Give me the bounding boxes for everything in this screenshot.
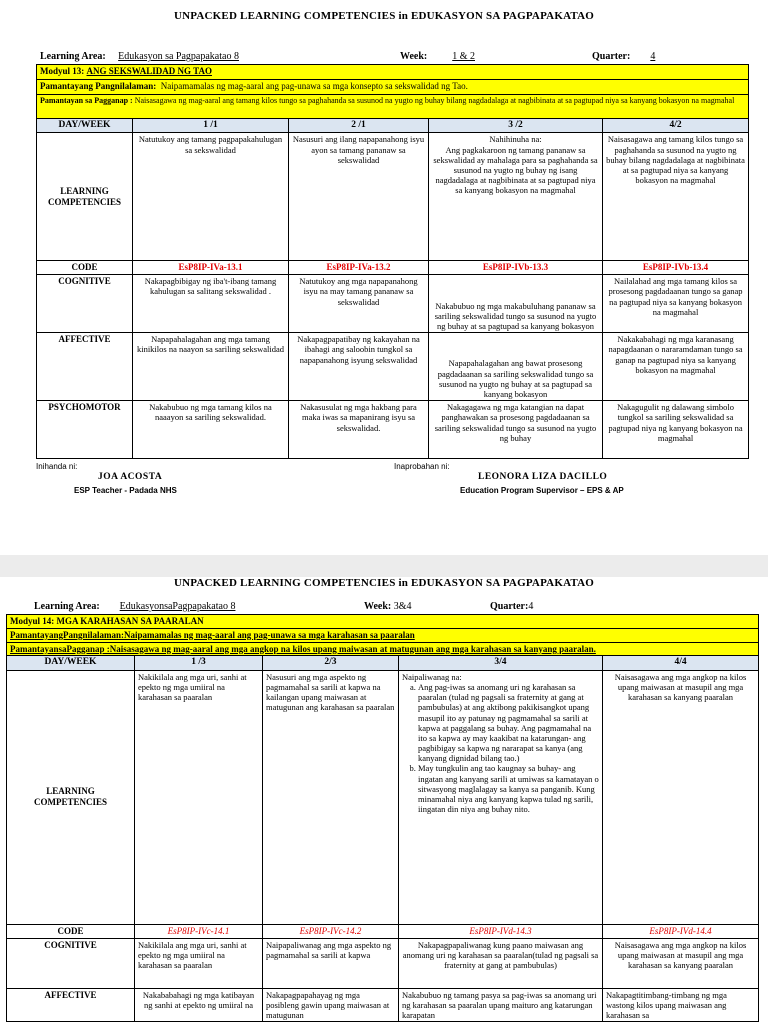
performance-standard-row: Pamantayan sa Pagganap : Naisasagawa ng mag-aaral ang tamang kilos tungo sa paghahanda sa susunod na yugto ng buhay bilang nagdadalaga at nagbibinata at sa pagtupad niya sa kanyang bokasyon na magmahal xyxy=(37,95,749,119)
header-row: DAY/WEEK 1 /1 2 /1 3 /2 4/2 xyxy=(37,119,749,133)
week-info-2: Week: 3&4 xyxy=(364,601,412,612)
affective-row-2: AFFECTIVE Nakababahagi ng mga katibayan ng sanhi at epekto ng umiiral na Nakapagpapahayag ng mga posibleng gawin upang maiwasan at matugunan Nakabubuo ng tamang pasya sa pag-iwas sa anomang uri ng karahasan sa paaralan upang maituro ang katarungan karapatan Nakapagtitimbang-timbang ng mga wastong kilos upang maiwasan ang karahasan sa xyxy=(7,988,759,1022)
document-title-2: UNPACKED LEARNING COMPETENCIES in EDUKASYON SA PAGPAPAKATAO xyxy=(173,577,595,589)
approved-by-name: LEONORA LIZA DACILLO xyxy=(478,472,608,482)
approved-by-label: Inaprobahan ni: xyxy=(394,462,450,471)
week-info: Week: 1 & 2 xyxy=(400,51,475,62)
learning-area-2: Learning Area: EdukasyonsaPagpapakatao 8 xyxy=(34,601,236,612)
psychomotor-row: PSYCHOMOTOR Nakabubuo ng mga tamang kilos na naaayon sa sariling sekswalidad. Nakasusulat ng mga hakbang para maka iwas sa mapanirang isyu sa sekswalidad. Nakagagawa ng mga katangian na dapat panghawakan sa prosesong pagdadaanan sa sariling sekswalidad tungo sa susunod na yugto ng buhay Nakagugulit ng dalawang simbolo tungkol sa sariling sekswalidad sa pagtupad niya ng kanyang bokasyon na magmahal xyxy=(37,401,749,459)
quarter-info: Quarter: 4 xyxy=(592,51,656,62)
content-standard-row-2: PamantayangPangnilalaman:Naipamamalas ng mag-aaral ang pag-unawa sa mga karahasan sa paaralan xyxy=(7,628,759,642)
document-title: UNPACKED LEARNING COMPETENCIES in EDUKASYON SA PAGPAPAKATAO xyxy=(173,10,595,22)
module-row-2: Modyul 14: MGA KARAHASAN SA PAARALAN xyxy=(7,615,759,629)
approved-by-position: Education Program Supervisor – EPS & AP xyxy=(460,486,624,495)
content-standard-row: Pamantayang Pangnilalaman: Naipamamalas ng mag-aaral ang pag-unawa sa mga konsepto sa sekswalidad ng Tao. xyxy=(37,80,749,95)
code-row-2: CODE EsP8IP-IVc-14.1 EsP8IP-IVc-14.2 EsP8IP-IVd-14.3 EsP8IP-IVd-14.4 xyxy=(7,924,759,938)
page-gap xyxy=(0,555,768,577)
affective-row: AFFECTIVE Napapahalagahan ang mga tamang kinikilos na naayon sa sariling sekswalidad Nakapagpapatibay ng kakayahan na ibahagi ang saloobin tungkol sa napapanahong isyung sekswalidad Napapahalagahan ang bawat prosesong pagdadaanan sa sariling sekswalidad tungo sa susunod na yugto ng buhay at sa pagtupad sa kanyang bokasyon Nakakabahagi ng mga karanasang napagdaanan o nararamdaman tungo sa ganap na pagtupad niya sa kanyang bokasyon na magmahal xyxy=(37,333,749,401)
code-row: CODE EsP8IP-IVa-13.1 EsP8IP-IVa-13.2 EsP8IP-IVb-13.3 EsP8IP-IVb-13.4 xyxy=(37,261,749,275)
learning-competencies-cell-3: Naipaliwanag na: a. Ang pag-iwas sa anomang uri ng karahasan sa paaralan (tulad ng pagsali sa fraternity at gang at pambubulas) at ang aktibong pakikisangkot upang masupil ito ay patunay ng pagmamahal sa sarili at kapwa at paggalang sa buhay. Ang pagmamahal na ito sa kapwa ay may kaakibat na katarungan- ang pagbibigay sa kapwa ng nararapat sa kanya (ang kanyang dignidad bilang tao.) b. May tungkulin ang tao kaugnay sa buhay- ang ingatan ang kanyang sarili at umiwas sa kamatayan o sitwasyong maglalagay sa kanya sa panganib. Kung minamahal niya ang kanyang kapwa tulad ng sarili, iingatan din niya ang buhay nito. xyxy=(399,670,603,924)
prepared-by-name: JOA ACOSTA xyxy=(98,472,163,482)
prepared-by-label: Inihanda ni: xyxy=(36,462,78,471)
cognitive-row-2: COGNITIVE Nakikilala ang mga uri, sanhi at epekto ng mga umiiral na karahasan sa paaralan Naipapaliwanag ang mga aspekto ng pagmamahal sa sarili at kapwa Nakapagpapaliwanag kung paano maiwasan ang anomang uri ng karahasan sa paaralan(tulad ng pagsali sa fraternity at gang at pambubulas) Naisasagawa ang mga angkop na kilos upang maiwasan at masupil ang mga karahasan sa kanyang paaralan xyxy=(7,938,759,988)
cognitive-row: COGNITIVE Nakapagbibigay ng iba't-ibang tamang kahulugan sa salitang sekswalidad . Natutukoy ang mga napapanahong isyu na may tamang pananaw sa sekswalidad Nakabubuo ng mga makabuluhang pananaw sa sariling sekswalidad tungo sa susunod na yugto ng buhay at sa pagtupad sa kanyang bokasyon Nailalahad ang mga tamang kilos sa prosesong pagdadaanan tungo sa ganap na pagtupad niya sa kanyang bokasyon na magmahal xyxy=(37,275,749,333)
learning-area: Learning Area: Edukasyon sa Pagpapakatao 8 xyxy=(40,51,239,62)
learning-competencies-row: LEARNING COMPETENCIES Natutukoy ang tamang pagpapakahulugan sa sekswalidad Nasusuri ang ilang napapanahong isyu ayon sa tamang pananaw sa sekswalidad Nahihinuha na: Ang pagkakaroon ng tamang pananaw sa sekswalidad ay mahalaga para sa paghahanda sa susunod na yugto ng buhay ng isang nagdadalaga at nagbibinata at sa pagtupad niya sa kanyang bokasyon na magmahal Naisasagawa ang tamang kilos tungo sa paghahanda sa susunod na yugto ng buhay bilang nagdadalaga at nagbibinata at sa pagtupad niya sa kanyang bokasyon na magmahal xyxy=(37,133,749,261)
competencies-table-1 xyxy=(36,64,749,459)
module-row: Modyul 13: ANG SEKSWALIDAD NG TAO xyxy=(37,65,749,80)
performance-standard-row-2: PamantayansaPagganap :Naisasagawa ng mag-aaral ang mga angkop na kilos upang maiwasan at matugunan ang mga karahasan sa kanyang paaralan. xyxy=(7,642,759,656)
quarter-info-2: Quarter:4 xyxy=(490,601,534,612)
header-row-2: DAY/WEEK 1 /3 2/3 3/4 4/4 xyxy=(7,656,759,670)
learning-competencies-row-2: LEARNING COMPETENCIES Nakikilala ang mga uri, sanhi at epekto ng mga umiiral na karahasan sa paaralan Nasusuri ang mga aspekto ng pagmamahal sa sarili at kapwa na kailangan upang maiwasan at matugunan ang karahasan sa paaralan Naipaliwanag na: a. Ang pag-iwas sa anomang uri ng karahasan sa paaralan (tulad ng pagsali sa fraternity at gang at pambubulas) at ang aktibong pakikisangkot upang masupil ito ay patunay ng pagmamahal sa sarili at kapwa at paggalang sa buhay. Ang pagmamahal na ito sa kapwa ay may kaakibat na katarungan- ang pagbibigay sa kapwa ng nararapat sa kanya (ang kanyang dignidad bilang tao.) b. May tungkulin ang tao kaugnay sa buhay- ang ingatan ang kanyang sarili at umiwas sa kamatayan o sitwasyong maglalagay sa kanya sa panganib. Kung minamahal niya ang kanyang kapwa tulad ng sarili, iingatan din niya ang buhay nito. Naisasagawa ang mga angkop na kilos upang maiwasan at masupil ang mga karahasan sa kanyang paaralan xyxy=(7,670,759,924)
prepared-by-position: ESP Teacher - Padada NHS xyxy=(74,486,177,495)
competencies-table-2 xyxy=(6,614,759,1022)
document-page-2 xyxy=(0,577,768,1024)
